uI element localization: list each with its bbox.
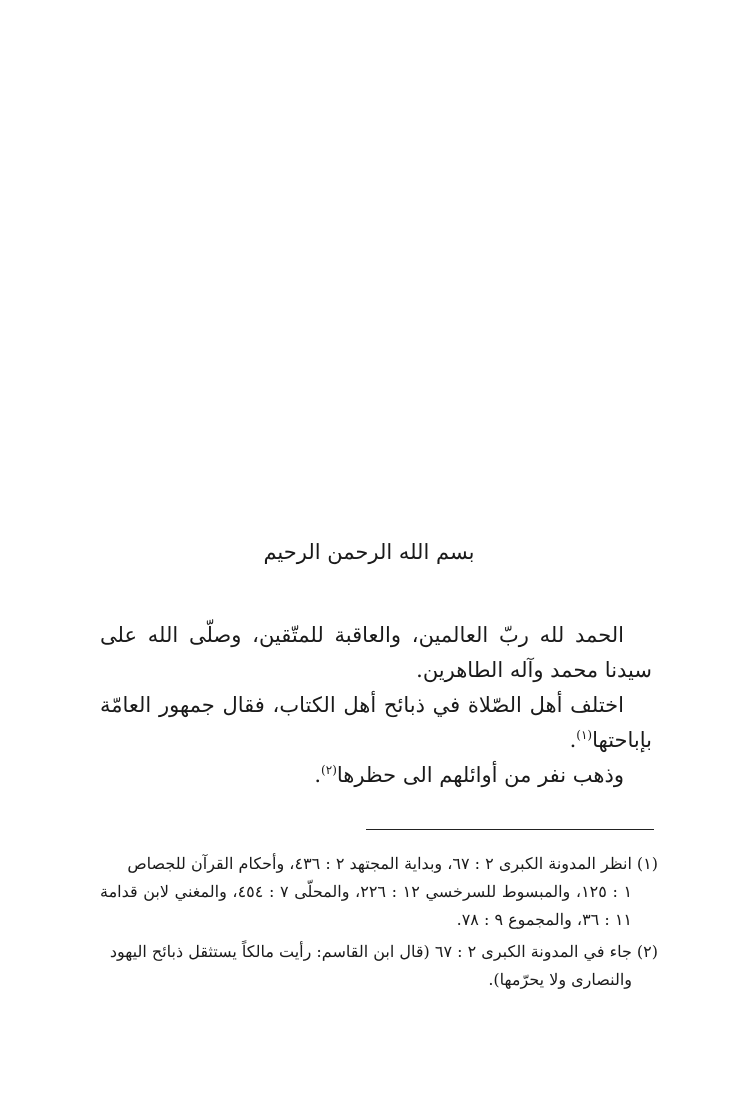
footnote-reference-2[interactable]: (٢) bbox=[321, 763, 337, 777]
footnote-continuation: ١ : ١٢٥، والمبسوط للسرخسي ١٢ : ٢٢٦، والمحلّى ٧ : ٤٥٤، والمغني لابن قدامة ١١ : ٣٦، والمجموع ٩ : ٧٨. bbox=[100, 882, 633, 929]
footnote-number: (٢) bbox=[636, 942, 658, 961]
footnotes bbox=[100, 850, 658, 998]
paragraph-prohibition bbox=[100, 758, 652, 793]
paragraph-tail: . bbox=[569, 728, 577, 752]
footnote-first-line: انظر المدونة الكبرى ٢ : ٦٧، وبداية المجتهد ٢ : ٤٣٦، وأحكام القرآن للجصاص bbox=[127, 854, 632, 873]
body-text bbox=[100, 618, 652, 793]
paragraph-disagreement bbox=[100, 688, 652, 758]
paragraph-praise bbox=[100, 618, 652, 688]
paragraph-tail: . bbox=[314, 763, 322, 787]
footnote-number: (١) bbox=[636, 854, 658, 873]
footnote-continuation: والنصارى ولا يحرّمها). bbox=[488, 970, 632, 989]
paragraph-text: الحمد لله ربّ العالمين، والعاقبة للمتّقين، وصلّى الله على سيدنا محمد وآله الطاهرين. bbox=[100, 623, 652, 682]
paragraph-text: اختلف أهل الصّلاة في ذبائح أهل الكتاب، فقال جمهور العامّة بإباحتها bbox=[100, 693, 652, 752]
footnote-first-line: جاء في المدونة الكبرى ٢ : ٦٧ (قال ابن القاسم: رأيت مالكاً يستثقل ذبائح اليهود bbox=[109, 942, 632, 961]
footnote-2 bbox=[100, 938, 658, 994]
paragraph-text: وذهب نفر من أوائلهم الى حظرها bbox=[336, 763, 624, 787]
footnote-reference-1[interactable]: (١) bbox=[576, 728, 593, 742]
footnote-divider bbox=[366, 829, 654, 830]
footnote-1 bbox=[100, 850, 658, 934]
basmala-heading: بسم الله الرحمن الرحيم bbox=[263, 540, 475, 564]
